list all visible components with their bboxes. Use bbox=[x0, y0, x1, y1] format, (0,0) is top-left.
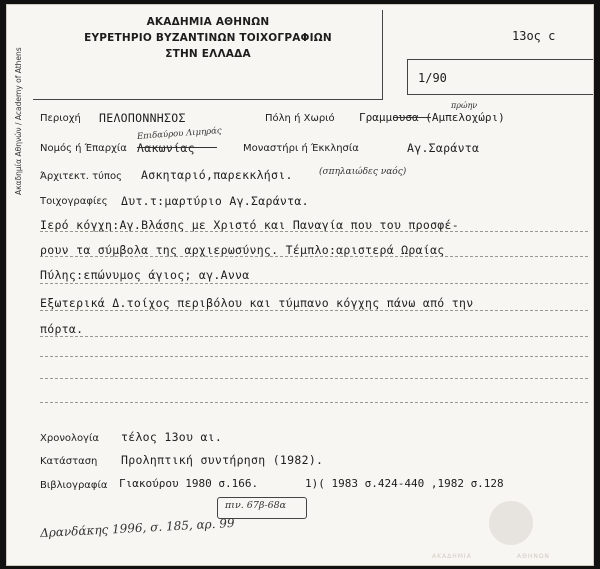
date-value: τέλος 13ου αι. bbox=[121, 430, 223, 444]
number-code: 13ος c bbox=[512, 29, 556, 43]
ruled-line bbox=[40, 402, 588, 403]
wall-value: Δυτ.τ:μαρτύριο Αγ.Σαράντα. bbox=[121, 194, 309, 208]
wall-label: Τοιχογραφίες bbox=[40, 196, 108, 207]
prefecture-note: Επιδαύρου Λιμηράς bbox=[136, 126, 222, 142]
state-value: Προληπτική συντήρηση (1982). bbox=[121, 453, 324, 467]
ruled-line bbox=[40, 256, 588, 257]
handwritten-reference: Δρανδάκης 1996, σ. 185, αρ. 99 bbox=[39, 515, 235, 541]
academy-seal bbox=[489, 501, 533, 545]
academy-title: ΑΚΑΔΗΜΙΑ ΑΘΗΝΩΝ bbox=[146, 16, 270, 28]
city-label: Πόλη ή Χωριό bbox=[265, 113, 335, 124]
region-label: Περιοχή bbox=[40, 113, 81, 124]
date-label: Χρονολογία bbox=[40, 433, 99, 444]
bib-note: πιν. 67β-68α bbox=[225, 500, 287, 511]
bib-value-a: Γιακούρου 1980 σ.166. bbox=[119, 477, 259, 490]
seal-text-left: ΑΚΑΔΗΜΙΑ bbox=[432, 553, 472, 560]
bib-value-b: 1)( 1983 σ.424-440 ,1982 σ.128 bbox=[305, 477, 504, 490]
index-card bbox=[6, 4, 594, 566]
desc-line-1: Ιερό κόγχη:Αγ.Βλάσης με Χριστό και Παναγία που του προσφέ- bbox=[40, 218, 459, 232]
ruled-line bbox=[40, 283, 588, 284]
city-note: πρώην bbox=[451, 101, 478, 110]
index-title: ΕΥΡΕΤΗΡΙΟ ΒΥΖΑΝΤΙΝΩΝ ΤΟΙΧΟΓΡΑΦΙΩΝ bbox=[84, 32, 332, 44]
prefecture-value: Λακωνίας bbox=[137, 141, 195, 155]
bib-label: Βιβλιογραφία bbox=[40, 480, 108, 491]
city-strike bbox=[393, 117, 431, 118]
desc-line-2: ρουν τα σύμβολα της αρχιερωσύνης. Τέμπλο:αριστερά Ωραίας bbox=[40, 243, 445, 257]
ruled-line bbox=[40, 378, 588, 379]
ruled-line bbox=[40, 310, 588, 311]
arch-value: Ασκηταριό,παρεκκλήσι. bbox=[141, 168, 293, 182]
ref-number: 1/90 bbox=[418, 71, 447, 85]
ruled-line bbox=[40, 336, 588, 337]
desc-line-5: πόρτα. bbox=[40, 322, 84, 336]
country-title: ΣΤΗΝ ΕΛΛΑΔΑ bbox=[165, 48, 251, 60]
state-label: Κατάσταση bbox=[40, 456, 98, 467]
desc-line-4: Εξωτερικά Δ.τοίχος περιβόλου και τύμπανο κόγχης πάνω από την bbox=[40, 296, 474, 310]
arch-label: Άρχιτεκτ. τύπος bbox=[40, 171, 122, 182]
arch-note: (σπηλαιώδες ναός) bbox=[319, 167, 407, 177]
ruled-line bbox=[40, 356, 588, 357]
desc-line-3: Πύλης:επώνυμος άγιος; αγ.Αννα bbox=[40, 268, 250, 282]
monastery-value: Αγ.Σαράντα bbox=[407, 141, 480, 155]
prefecture-label: Νομός ή Έπαρχία bbox=[40, 143, 127, 154]
side-credit: Ακαδημία Αθηνών / Academy of Athens bbox=[14, 47, 23, 195]
header-box bbox=[33, 10, 383, 100]
ruled-line bbox=[40, 231, 588, 232]
city-value: Γραμμουσα (Αμπελοχώρι) bbox=[359, 111, 505, 124]
ref-box bbox=[407, 59, 593, 95]
region-value: ΠΕΛΟΠΟΝΝΗΣΟΣ bbox=[99, 111, 186, 125]
monastery-label: Μοναστήρι ή Έκκλησία bbox=[243, 143, 359, 154]
prefecture-strike bbox=[137, 147, 217, 148]
seal-text-right: ΑΘΗΝΩΝ bbox=[517, 553, 550, 560]
